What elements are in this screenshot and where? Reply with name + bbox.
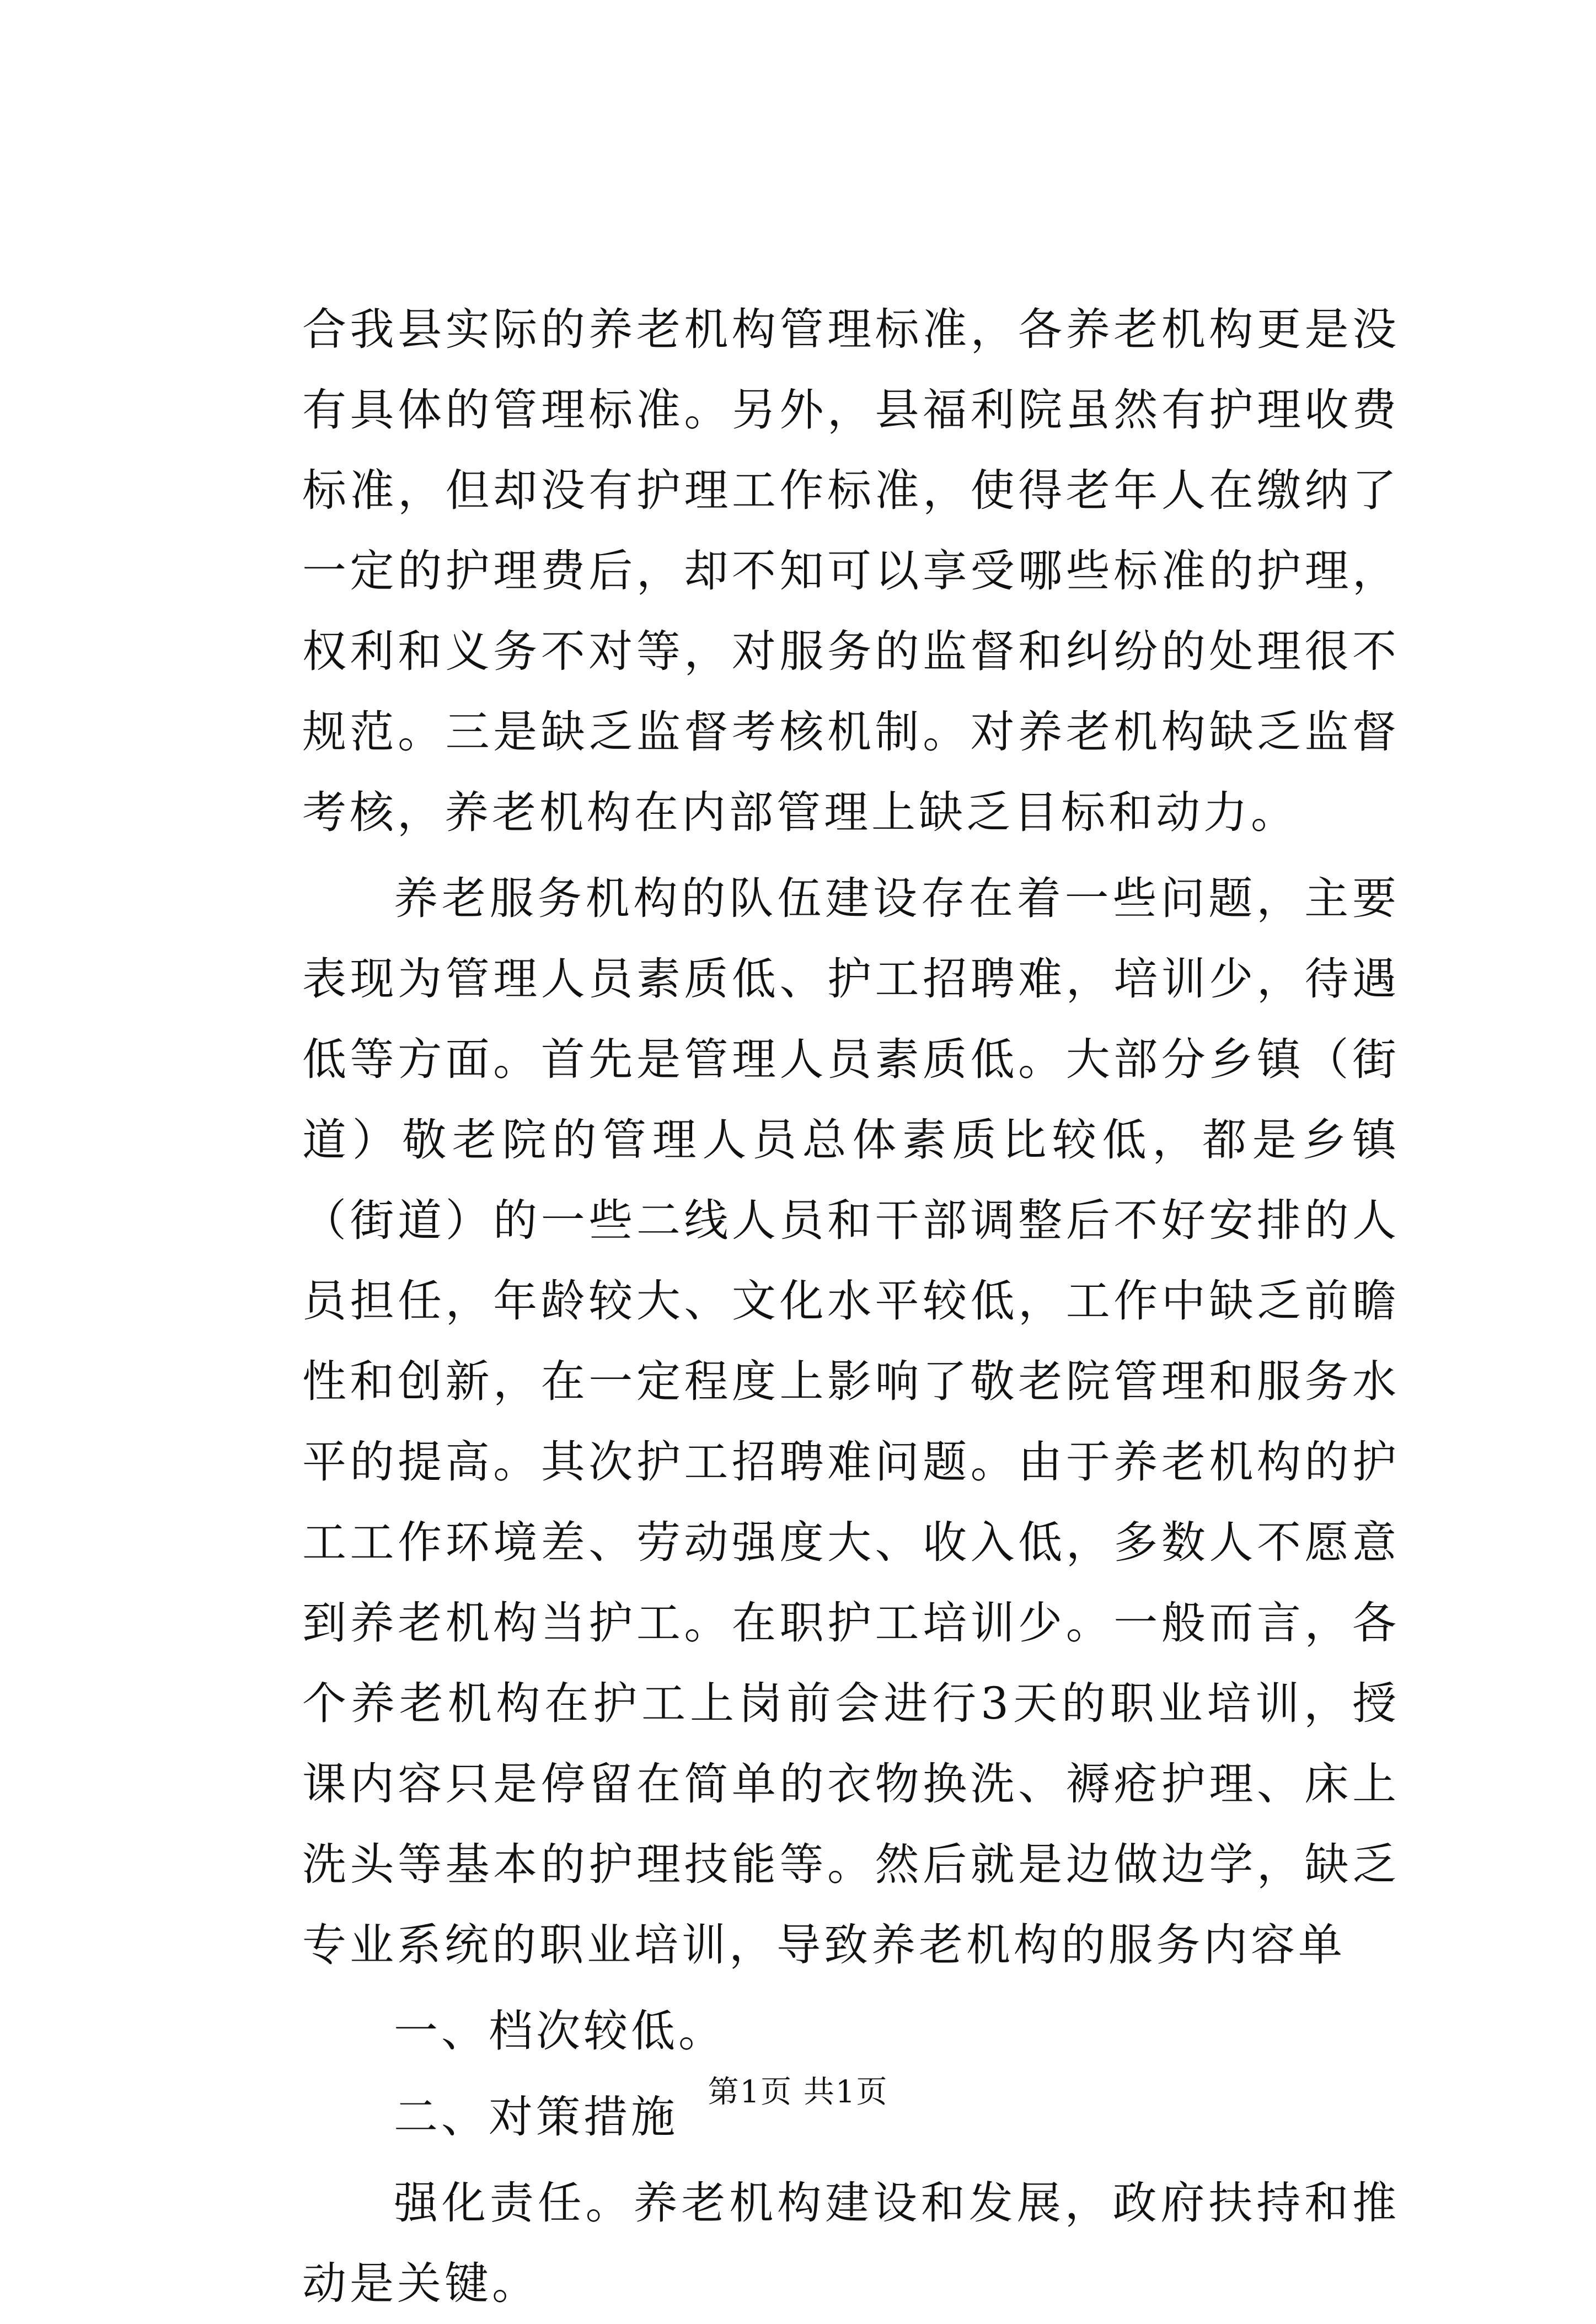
paragraph-3: 强化责任。养老机构建设和发展，政府扶持和推动是关键。 (302, 2177, 1400, 2309)
paragraph-1: 合我县实际的养老机构管理标准，各养老机构更是没有具体的管理标准。另外，县福利院虽然有护理收费标准，但却没有护理工作标准，使得老年人在缴纳了一定的护理费后，却不知可以享受哪些标准的护理，权利和义务不对等，对服务的监督和纠纷的处理很不规范。三是缺乏监督考核机制。对养老机构缺乏监督考核，养老机构在内部管理上缺乏目标和动力。 (302, 304, 1400, 838)
page-footer: 第1页 共1页 (708, 2074, 888, 2110)
paragraph-2: 养老服务机构的队伍建设存在着一些问题，主要表现为管理人员素质低、护工招聘难，培训少，待遇低等方面。首先是管理人员素质低。大部分乡镇（街道）敬老院的管理人员总体素质比较低，都是乡镇（街道）的一些二线人员和干部调整后不好安排的人员担任，年龄较大、文化水平较低，工作中缺乏前瞻性和创新，在一定程度上影响了敬老院管理和服务水平的提高。其次护工招聘难问题。由于养老机构的护工工作环境差、劳动强度大、收入低，多数人不愿意到养老机构当护工。在职护工培训少。一般而言，各个养老机构在护工上岗前会进行3天的职业培训，授课内容只是停留在简单的衣物换洗、褥疮护理、床上洗头等基本的护理技能等。然后就是边做边学，缺乏专业系统的职业培训，导致养老机构的服务内容单 (302, 873, 1400, 1971)
section-heading-2: 二、对策措施 (394, 2091, 678, 2143)
section-heading-1: 一、档次较低。 (394, 2005, 726, 2057)
document-body (302, 289, 1400, 2324)
